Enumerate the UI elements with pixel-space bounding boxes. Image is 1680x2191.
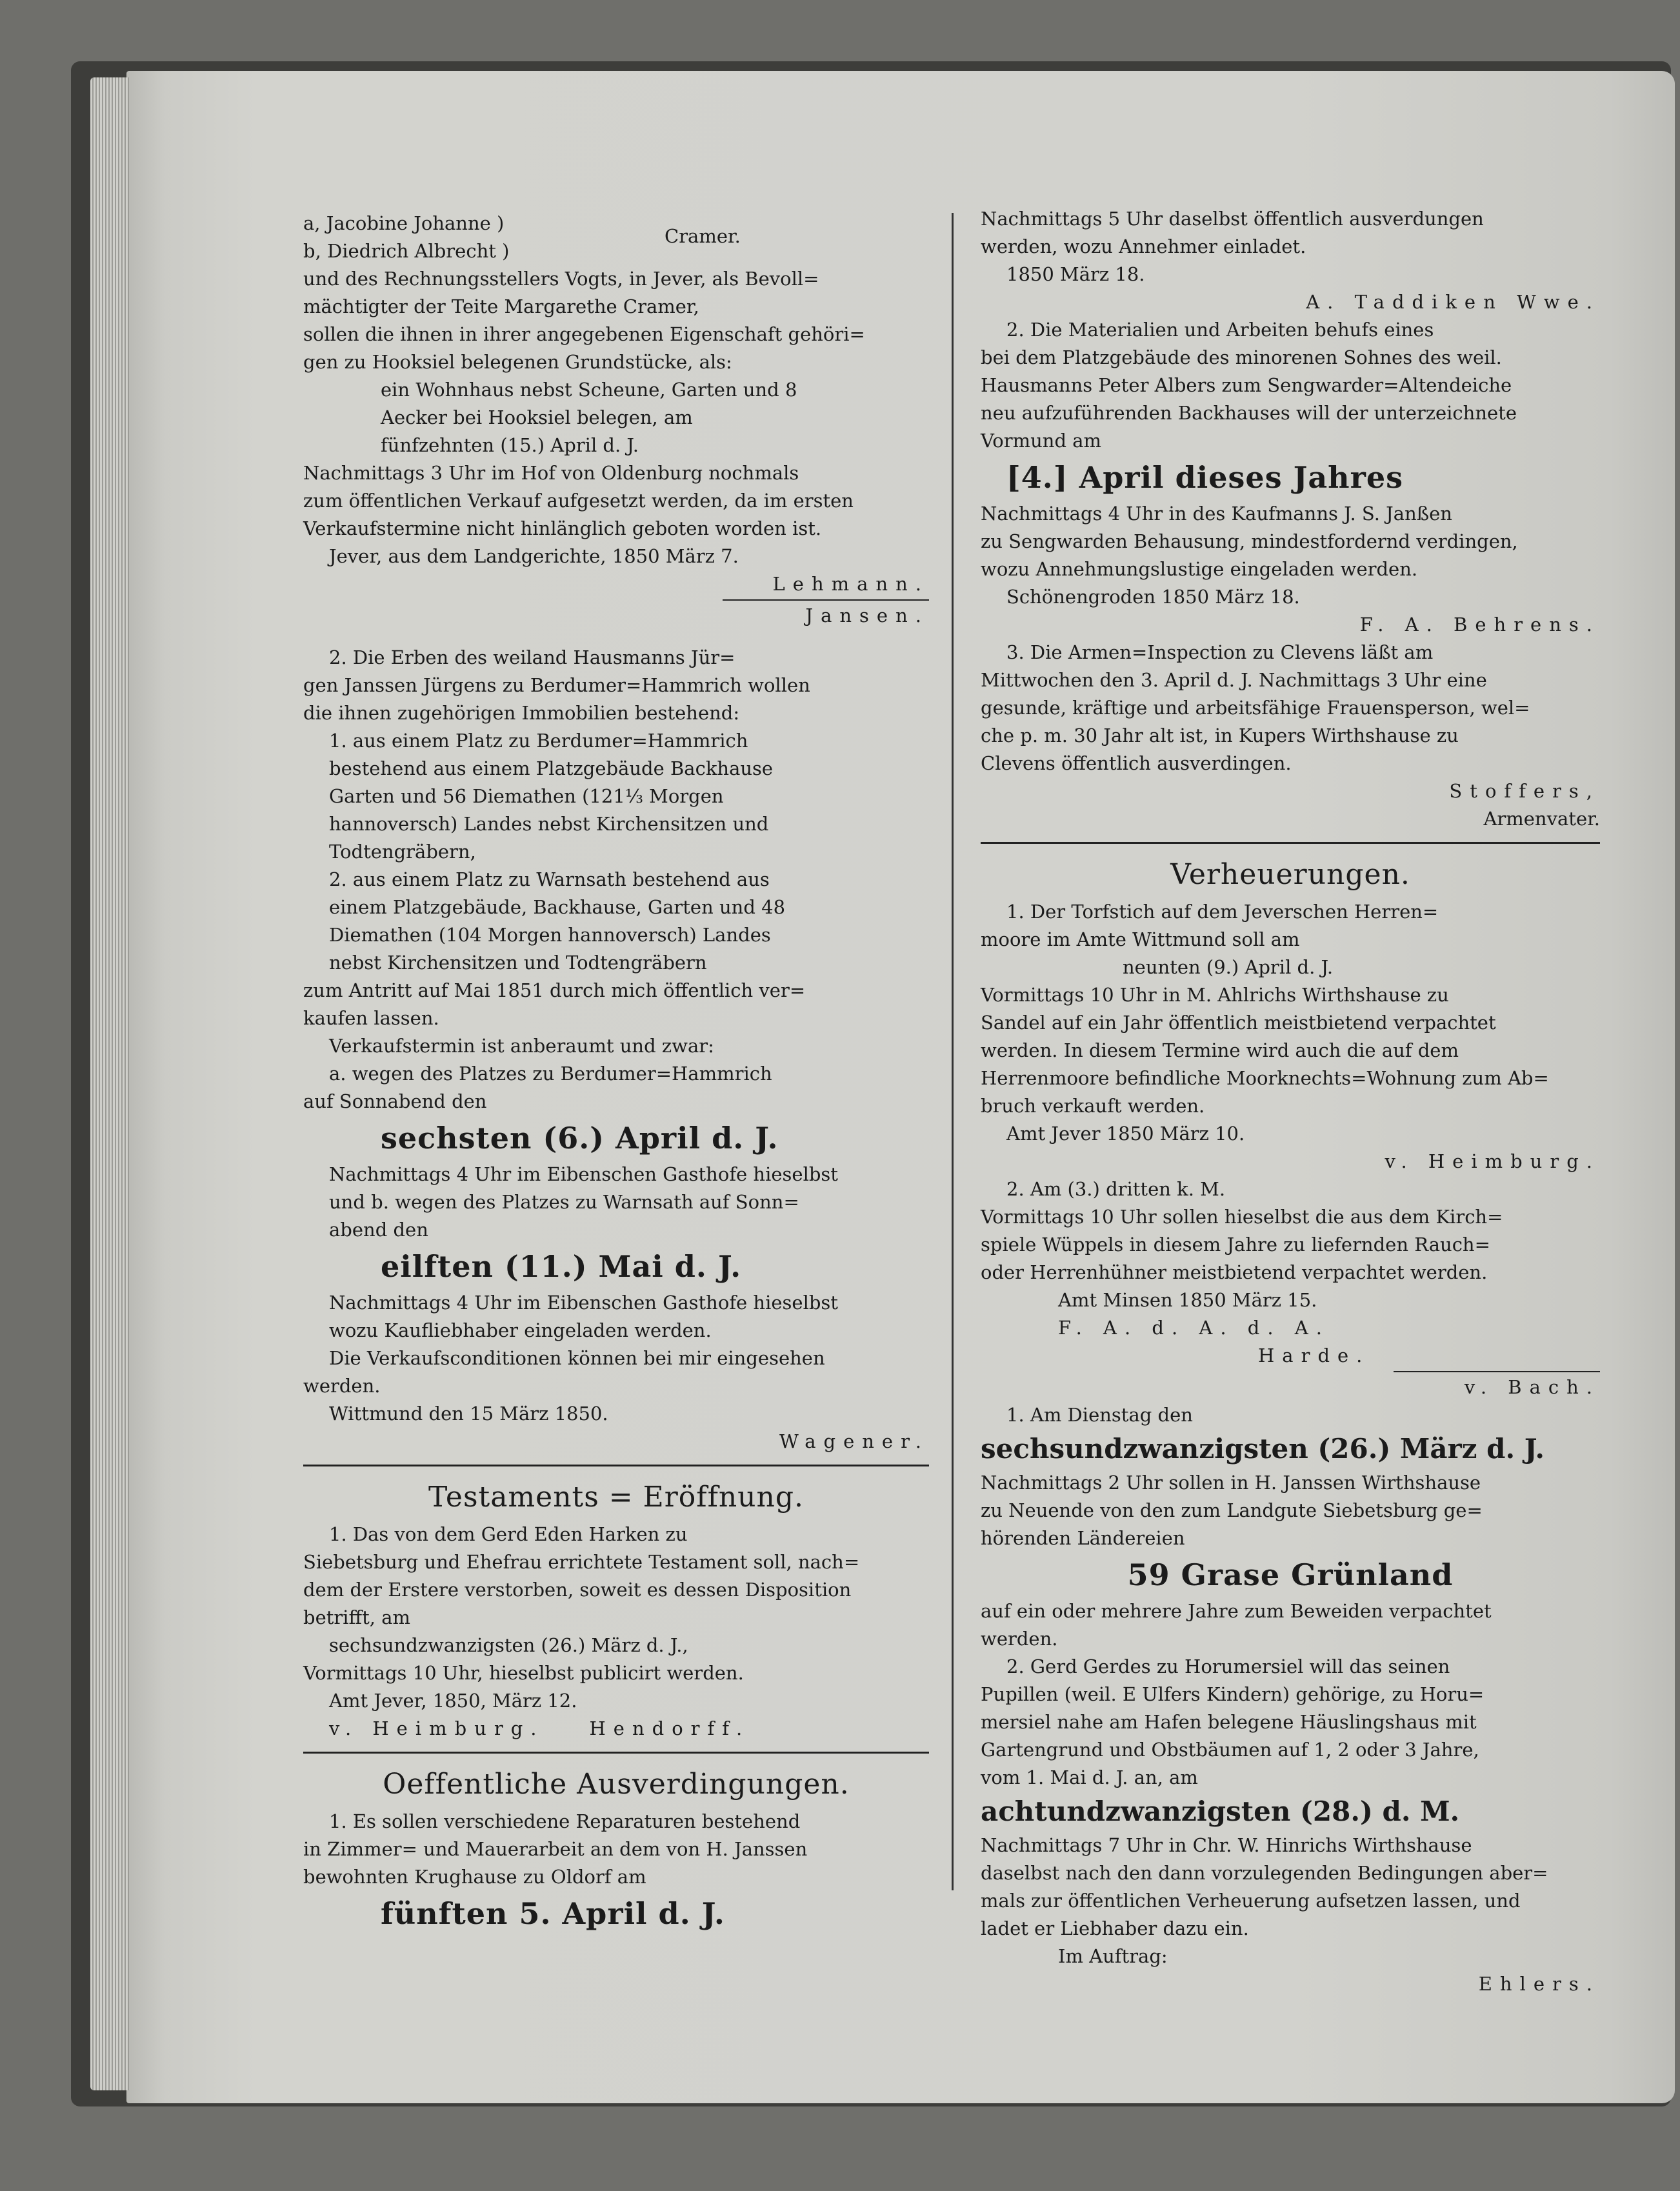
signature: Wagener. (779, 1430, 929, 1452)
text-line: werden, wozu Annehmer einladet. (981, 235, 1306, 257)
list-item: 1. aus einem Platz zu Berdumer=Hammrich (329, 730, 748, 752)
text-line: daselbst nach den dann vorzulegenden Bedingungen aber= (981, 1862, 1548, 1884)
signature: F. A. Behrens. (1359, 614, 1600, 635)
date-line: sechsundzwanzigsten (26.) März d. J., (329, 1634, 688, 1656)
signature-title: Armenvater. (1483, 808, 1600, 830)
signatures-row (303, 1715, 929, 1743)
text-line: 2. Die Erben des weiland Hausmanns Jür= (329, 646, 735, 668)
text-line: 2. Gerd Gerdes zu Horumersiel will das seinen (1006, 1656, 1450, 1677)
text-line: spiele Wüppels in diesem Jahre zu liefernden Rauch= (981, 1234, 1490, 1256)
list-item: Diemathen (104 Morgen hannoversch) Landes (329, 924, 771, 946)
text-line: dem der Erstere verstorben, soweit es dessen Disposition (303, 1579, 852, 1601)
date-headline: eilften (11.) Mai d. J. (381, 1249, 742, 1284)
text-line: sollen die ihnen in ihrer angegebenen Eigenschaft gehöri= (303, 323, 865, 345)
text-line: Vormittags 10 Uhr, hieselbst publicirt werden. (303, 1662, 744, 1684)
text-line: Nachmittags 5 Uhr daselbst öffentlich ausverdungen (981, 208, 1484, 230)
text-line: a. wegen des Platzes zu Berdumer=Hammrich (329, 1063, 772, 1085)
place-date: Amt Jever 1850 März 10. (1006, 1123, 1245, 1145)
text-line: bruch verkauft werden. (981, 1095, 1205, 1117)
signature: F. A. d. A. d. A. (1058, 1317, 1330, 1339)
text-line: 1. Der Torfstich auf dem Jeverschen Herren= (1006, 901, 1439, 923)
text-line: kaufen lassen. (303, 1007, 439, 1029)
text-line: 1. Es sollen verschiedene Reparaturen bestehend (329, 1810, 801, 1832)
place-date: Amt Jever, 1850, März 12. (329, 1690, 577, 1712)
text-line: che p. m. 30 Jahr alt ist, in Kupers Wirthshause zu (981, 725, 1459, 746)
text-line: Hausmanns Peter Albers zum Sengwarder=Altendeiche (981, 374, 1512, 396)
text-line: wozu Kaufliebhaber eingeladen werden. (329, 1319, 712, 1341)
list-item: hannoversch) Landes nebst Kirchensitzen und (329, 813, 769, 835)
text-line: werden. (303, 1375, 381, 1397)
text-line: moore im Amte Wittmund soll am (981, 928, 1300, 950)
text-line: mersiel nahe am Hafen belegene Häuslingshaus mit (981, 1711, 1477, 1733)
section-heading: Oeffentliche Ausverdingungen. (383, 1768, 850, 1801)
text-line: 2. Die Materialien und Arbeiten behufs eines (1006, 319, 1434, 341)
text-line: Aecker bei Hooksiel belegen, am (381, 406, 693, 428)
text-line: vom 1. Mai d. J. an, am (981, 1766, 1198, 1788)
heir-line: b, Diedrich Albrecht ) (303, 240, 510, 262)
text-line: Vormittags 10 Uhr sollen hieselbst die aus dem Kirch= (981, 1206, 1503, 1228)
text-line: Nachmittags 2 Uhr sollen in H. Janssen Wirthshause (981, 1472, 1481, 1494)
list-item: Garten und 56 Diemathen (121⅓ Morgen (329, 785, 724, 807)
text-line: Vormund am (981, 430, 1102, 452)
text-line: auf Sonnabend den (303, 1090, 487, 1112)
date-line: 2. Am (3.) dritten k. M. (1006, 1178, 1226, 1200)
text-line: zum Antritt auf Mai 1851 durch mich öffentlich ver= (303, 979, 806, 1001)
heir-line: a, Jacobine Johanne ) (303, 212, 505, 234)
text-line: ein Wohnhaus nebst Scheune, Garten und 8 (381, 379, 797, 401)
signature: Harde. (1258, 1345, 1370, 1366)
text-line: zum öffentlichen Verkauf aufgesetzt werden, da im ersten (303, 490, 854, 512)
text-line: ladet er Liebhaber dazu ein. (981, 1917, 1249, 1939)
signature-rule (1394, 1371, 1600, 1372)
column-separator (952, 213, 954, 1890)
place-date: Schönengroden 1850 März 18. (1006, 586, 1300, 608)
text-line: gen zu Hooksiel belegenen Grundstücke, als: (303, 351, 732, 373)
signature: v. Bach. (1464, 1376, 1600, 1398)
date-headline: 59 Grase Grünland (1127, 1557, 1454, 1592)
text-line: Gartengrund und Obstbäumen auf 1, 2 oder 3 Jahre, (981, 1739, 1479, 1761)
left-column (303, 210, 929, 1936)
text-line: gen Janssen Jürgens zu Berdumer=Hammrich wollen (303, 674, 810, 696)
text-line: 1. Am Dienstag den (1006, 1404, 1193, 1426)
date-headline: achtundzwanzigsten (28.) d. M. (981, 1796, 1460, 1827)
text-line: Nachmittags 7 Uhr in Chr. W. Hinrichs Wirthshause (981, 1834, 1472, 1856)
text-line: Mittwochen den 3. April d. J. Nachmittags 3 Uhr eine (981, 669, 1487, 691)
place-date: 1850 März 18. (1006, 263, 1145, 285)
place-date: Amt Minsen 1850 März 15. (1058, 1289, 1317, 1311)
date-headline: [4.] April dieses Jahres (1006, 460, 1404, 495)
text-line: Verkaufstermin ist anberaumt und zwar: (329, 1035, 714, 1057)
text-line: 1. Das von dem Gerd Eden Harken zu (329, 1523, 688, 1545)
text-line: Nachmittags 4 Uhr in des Kaufmanns J. S. Janßen (981, 503, 1452, 525)
text-line: und des Rechnungsstellers Vogts, in Jever, als Bevoll= (303, 268, 819, 290)
signature: v. Heimburg. (329, 1717, 545, 1739)
list-item: einem Platzgebäude, Backhause, Garten und 48 (329, 896, 786, 918)
signature: v. Heimburg. (1385, 1150, 1600, 1172)
signature-title: Im Auftrag: (1058, 1945, 1168, 1967)
text-line: abend den (329, 1219, 428, 1241)
list-item: Todtengräbern, (329, 841, 476, 863)
section-rule (981, 842, 1600, 844)
text-line: Nachmittags 4 Uhr im Eibenschen Gasthofe hieselbst (329, 1163, 838, 1185)
text-line: gesunde, kräftige und arbeitsfähige Frauensperson, wel= (981, 697, 1530, 719)
text-line: Verkaufstermine nicht hinlänglich geboten worden ist. (303, 517, 822, 539)
signature: Jansen. (805, 605, 929, 626)
signature-rule (723, 599, 929, 601)
text-line: Pupillen (weil. E Ulfers Kindern) gehörige, zu Horu= (981, 1683, 1485, 1705)
section-heading: Verheuerungen. (1170, 858, 1410, 891)
text-line: Herrenmoore befindliche Moorknechts=Wohnung zum Ab= (981, 1067, 1549, 1089)
text-line: bewohnten Krughause zu Oldorf am (303, 1866, 646, 1888)
text-line: Vormittags 10 Uhr in M. Ahlrichs Wirthshause zu (981, 984, 1449, 1006)
text-line: Clevens öffentlich ausverdingen. (981, 752, 1292, 774)
signature: Lehmann. (772, 573, 929, 595)
text-line: mals zur öffentlichen Verheuerung aufsetzen lassen, und (981, 1890, 1521, 1912)
text-line: Sandel auf ein Jahr öffentlich meistbietend verpachtet (981, 1012, 1496, 1034)
text-line: werden. In diesem Termine wird auch die auf dem (981, 1039, 1459, 1061)
text-line: wozu Annehmungslustige eingeladen werden. (981, 558, 1418, 580)
date-line: fünfzehnten (15.) April d. J. (381, 434, 639, 456)
text-line: neu aufzuführenden Backhauses will der unterzeichnete (981, 402, 1517, 424)
date-headline: sechsten (6.) April d. J. (381, 1121, 779, 1156)
text-line: zu Neuende von den zum Landgute Siebetsburg ge= (981, 1499, 1483, 1521)
text-line: mächtigter der Teite Margarethe Cramer, (303, 295, 699, 317)
text-line: zu Sengwarden Behausung, mindestfordernd verdingen, (981, 530, 1518, 552)
heirs-surname: Cramer. (665, 225, 741, 247)
text-line: betrifft, am (303, 1606, 410, 1628)
text-line: Siebetsburg und Ehefrau errichtete Testament soll, nach= (303, 1551, 860, 1573)
page-edges (90, 77, 129, 2090)
text-line: Die Verkaufsconditionen können bei mir eingesehen (329, 1347, 825, 1369)
text-line: oder Herrenhühner meistbietend verpachtet werden. (981, 1261, 1488, 1283)
place-date: Wittmund den 15 März 1850. (329, 1403, 608, 1425)
section-rule (303, 1752, 929, 1754)
text-line: und b. wegen des Platzes zu Warnsath auf Sonn= (329, 1191, 799, 1213)
date-line: neunten (9.) April d. J. (1123, 956, 1334, 978)
text-line: 3. Die Armen=Inspection zu Clevens läßt am (1006, 641, 1434, 663)
text-line: hörenden Ländereien (981, 1527, 1185, 1549)
right-column (981, 205, 1600, 1998)
text-line: Nachmittags 3 Uhr im Hof von Oldenburg nochmals (303, 462, 799, 484)
text-line: Nachmittags 4 Uhr im Eibenschen Gasthofe hieselbst (329, 1292, 838, 1314)
place-date: Jever, aus dem Landgerichte, 1850 März 7. (329, 545, 739, 567)
date-headline: sechsundzwanzigsten (26.) März d. J. (981, 1433, 1545, 1465)
signature: A. Taddiken Wwe. (1306, 291, 1600, 313)
signature: Hendorff. (589, 1717, 750, 1739)
list-item: bestehend aus einem Platzgebäude Backhause (329, 757, 774, 779)
text-line: auf ein oder mehrere Jahre zum Beweiden verpachtet (981, 1600, 1492, 1622)
list-item: 2. aus einem Platz zu Warnsath bestehend aus (329, 868, 770, 890)
text-line: bei dem Platzgebäude des minorenen Sohnes des weil. (981, 346, 1502, 368)
text-line: in Zimmer= und Mauerarbeit an dem von H. Janssen (303, 1838, 808, 1860)
text-line: die ihnen zugehörigen Immobilien bestehend: (303, 702, 740, 724)
signature: Ehlers. (1478, 1973, 1600, 1995)
section-rule (303, 1465, 929, 1466)
list-item: nebst Kirchensitzen und Todtengräbern (329, 952, 707, 974)
heirs-block (303, 210, 929, 265)
text-line: werden. (981, 1628, 1058, 1650)
signature: Stoffers, (1449, 780, 1600, 802)
date-headline: fünften 5. April d. J. (381, 1896, 725, 1931)
section-heading: Testaments = Eröffnung. (428, 1481, 805, 1514)
